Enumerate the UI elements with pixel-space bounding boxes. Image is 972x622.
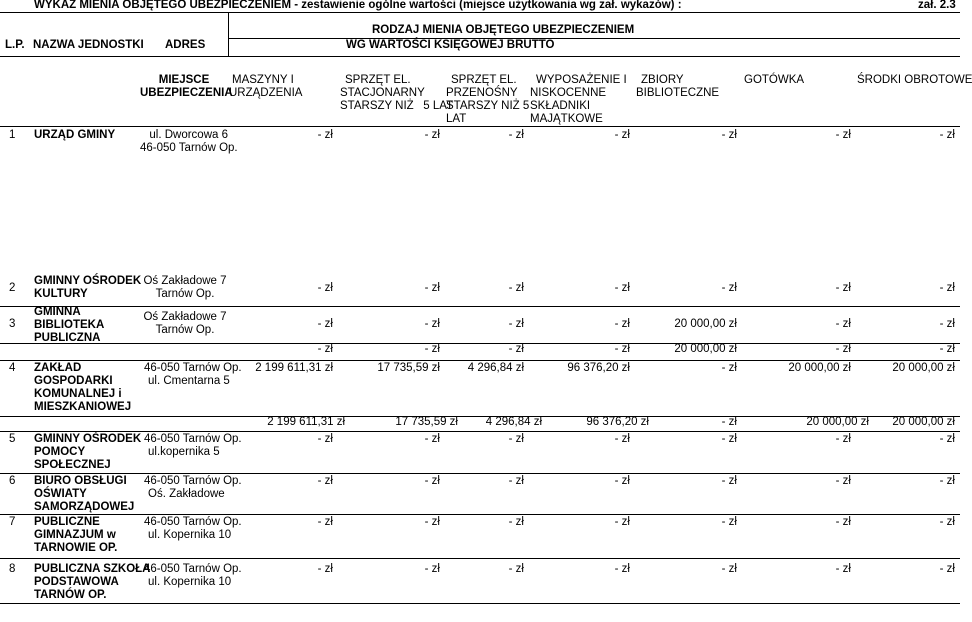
row-rule-5 [0,431,960,432]
value-cell: - zł [939,516,955,528]
row-rule-3 [0,306,960,307]
value-cell: 96 376,20 zł [586,416,649,428]
value-cell: - zł [317,475,333,487]
value-cell: - zł [424,563,440,575]
value-cell: - zł [939,475,955,487]
value-cell: - zł [508,282,524,294]
row-lp: 8 [9,563,16,575]
header-lp: L.P. [5,39,25,51]
col-header-portable-electronics: SPRZĘT EL. PRZENOŚNY STARSZY NIŻ 5 LAT [446,74,530,125]
row-unit-name: GMINNA BIBLIOTEKA PUBLICZNA [34,306,105,344]
row-rule-8 [0,558,960,559]
row-rule-7 [0,514,960,515]
value-cell: - zł [939,129,955,141]
value-cell: - zł [317,129,333,141]
row-address: 46-050 Tarnów Op. ul. Kopernika 10 [144,516,242,541]
value-cell: - zł [835,516,851,528]
row-lp: 7 [9,516,16,528]
body-rule-top [0,126,960,127]
row-address: 46-050 Tarnów Op. ul. Cmentarna 5 [144,362,242,387]
header-rule-bottom [0,56,960,57]
value-cell: 4 296,84 zł [467,362,524,374]
value-cell: 20 000,00 zł [806,416,869,428]
col-header-equipment: WYPOSAŻENIE I NISKOCENNE SKŁADNIKI MAJĄTKOWE [530,74,627,125]
value-cell: - zł [614,516,630,528]
value-cell: - zł [424,343,440,355]
value-cell: - zł [508,563,524,575]
value-cell: - zł [835,282,851,294]
row-unit-name: PUBLICZNA SZKOŁA PODSTAWOWA TARNÓW OP. [34,563,151,601]
value-cell: - zł [721,475,737,487]
value-cell: 20 000,00 zł [892,362,955,374]
row-unit-name: GMINNY OŚRODEK KULTURY [34,275,142,300]
value-cell: 17 735,59 zł [377,362,440,374]
col-header-machines: MASZYNY I URZĄDZENIA [229,74,303,99]
value-cell: - zł [508,343,524,355]
value-cell: - zł [614,433,630,445]
row-lp: 4 [9,362,16,374]
header-divider [228,12,229,56]
value-cell: - zł [508,433,524,445]
row-unit-name: BIURO OBSŁUGI OŚWIATY SAMORZĄDOWEJ [34,475,135,513]
row-lp: 3 [9,318,16,330]
value-cell: - zł [614,343,630,355]
value-cell: - zł [508,318,524,330]
value-cell: - zł [614,129,630,141]
col-header-current-assets: ŚRODKI OBROTOWE [857,74,972,86]
col-header-stationary-electronics: SPRZĘT EL. STACJONARNY STARSZY NIŻ 5 LAT [340,74,454,112]
value-cell: - zł [424,516,440,528]
header-unit-name: NAZWA JEDNOSTKI [33,39,144,51]
value-cell: - zł [835,343,851,355]
value-cell: - zł [508,516,524,528]
value-cell: 2 199 611,31 zł [267,416,345,428]
value-cell: - zł [317,318,333,330]
value-cell: - zł [424,129,440,141]
value-cell: - zł [508,129,524,141]
value-cell: 20 000,00 zł [674,318,737,330]
header-group-subtitle: WG WARTOŚCI KSIĘGOWEJ BRUTTO [346,39,555,51]
value-cell: 20 000,00 zł [892,416,955,428]
row-lp: 6 [9,475,16,487]
value-cell: - zł [614,563,630,575]
value-cell: - zł [317,282,333,294]
document-title: WYKAZ MIENIA OBJĘTEGO UBEZPIECZENIEM - zestawienie ogólne wartości (miejsce użytkowania wg zał. wykazów) : [34,0,682,11]
value-cell: - zł [317,433,333,445]
value-cell: - zł [614,282,630,294]
row-rule-6 [0,473,960,474]
value-cell: - zł [835,129,851,141]
value-cell: - zł [424,433,440,445]
value-cell: - zł [939,433,955,445]
row-lp: 2 [9,282,16,294]
value-cell: - zł [424,282,440,294]
value-cell: - zł [721,362,737,374]
value-cell: - zł [614,475,630,487]
value-cell: - zł [939,282,955,294]
row-rule-4 [0,360,960,361]
value-cell: - zł [835,475,851,487]
value-cell: - zł [721,416,737,428]
body-rule-bottom [0,603,960,604]
value-cell: 20 000,00 zł [674,343,737,355]
value-cell: - zł [614,318,630,330]
value-cell: - zł [721,282,737,294]
header-rule-group [228,38,960,39]
row-address: ul. Dworcowa 6 46-050 Tarnów Op. [140,129,238,154]
value-cell: - zł [835,433,851,445]
value-cell: - zł [424,318,440,330]
value-cell: 17 735,59 zł [395,416,458,428]
col-header-library: ZBIORY BIBLIOTECZNE [636,74,720,99]
value-cell: - zł [835,563,851,575]
col-header-place: MIEJSCE UBEZPIECZENIA [140,74,233,99]
row-address: 46-050 Tarnów Op. Oś. Zakładowe [144,475,242,500]
value-cell: - zł [721,563,737,575]
value-cell: 2 199 611,31 zł [255,362,333,374]
value-cell: - zł [721,516,737,528]
value-cell: - zł [939,318,955,330]
value-cell: - zł [939,343,955,355]
row-lp: 5 [9,433,16,445]
value-cell: - zł [835,318,851,330]
row-unit-name: ZAKŁAD GOSPODARKI KOMUNALNEJ i MIESZKANIOWEJ [34,362,132,413]
header-address: ADRES [165,39,206,51]
value-cell: 20 000,00 zł [788,362,851,374]
value-cell: - zł [317,563,333,575]
row-unit-name: PUBLICZNE GIMNAZJUM w TARNOWIE OP. [34,516,118,554]
row-address: Oś Zakładowe 7 Tarnów Op. [143,275,227,300]
value-cell: 4 296,84 zł [485,416,542,428]
header-group-title: RODZAJ MIENIA OBJĘTEGO UBEZPIECZENIEM [372,24,635,36]
value-cell: - zł [424,475,440,487]
value-cell: - zł [939,563,955,575]
attachment-label: zał. 2.3 [918,0,956,11]
value-cell: - zł [317,343,333,355]
value-cell: - zł [317,516,333,528]
row-unit-name: URZĄD GMINY [34,129,116,141]
value-cell: - zł [721,129,737,141]
row-address: 46-050 Tarnów Op. ul.kopernika 5 [144,433,242,458]
row-unit-name: GMINNY OŚRODEK POMOCY SPOŁECZNEJ [34,433,142,471]
header-rule-top [0,12,960,13]
col-header-cash: GOTÓWKA [744,74,805,86]
row-address: Oś Zakładowe 7 Tarnów Op. [143,311,227,336]
value-cell: 96 376,20 zł [567,362,630,374]
row-address: 46-050 Tarnów Op. ul. Kopernika 10 [144,563,242,588]
value-cell: - zł [508,475,524,487]
row-lp: 1 [9,129,16,141]
value-cell: - zł [721,433,737,445]
